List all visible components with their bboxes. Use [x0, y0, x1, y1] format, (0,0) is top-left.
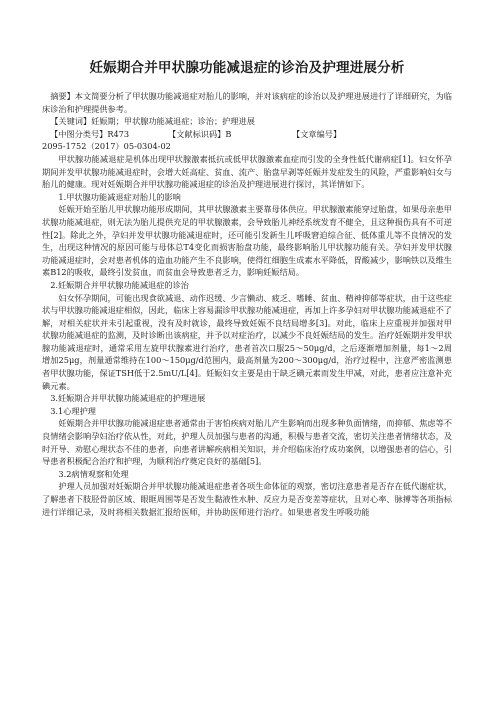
- clc-number: 【中图分类号】R473: [50, 128, 130, 139]
- section-3-heading: 3.妊娠期合并甲状腺功能减退症的护理进展: [50, 393, 206, 404]
- document-code: 【文献标识码】B: [168, 128, 232, 139]
- article-number: 2095-1752（2017）05-0304-02: [42, 141, 171, 152]
- abstract: 摘要】本文简要分析了甲状腺功能减退症对胎儿的影响，并对该病症的诊治以及护理进展进行了详细研究，为临床诊治和护理提供参考。: [42, 91, 452, 114]
- classification-row: [42, 128, 452, 141]
- article-number-label: 【文章编号】: [292, 128, 342, 139]
- section-3-2-paragraph: 护理人员加强对妊娠期合并甲状腺功能减退症患者各项生命体征的观察，密切注意患者是否存在低代谢症状，了解患者下肢胫骨前区域、眼眶周围等是否发生黏液性水肿、反应力是否变差等症状，且对心率、脉搏等各项指标进行详细记录，及时将相关数据汇报给医师，并协助医师进行治疗。如果患者发生呼吸功能: [42, 481, 452, 517]
- section-3-1-paragraph: 妊娠期合并甲状腺功能减退症患者通常由于害怕疾病对胎儿产生影响而出现多种负面情绪，而抑郁、焦虑等不良情绪会影响孕妇治疗依从性，对此，护理人员加强与患者的沟通，积极与患者交流，密切关注患者情绪状态，及时开导、劝慰心理状态不佳的患者，向患者讲解疾病相关知识，并介绍临床治疗成功案例，以增强患者的信心，引导患者积极配合治疗和护理，为顺利治疗奠定良好的基础[5]。: [42, 418, 452, 467]
- intro-paragraph: 甲状腺功能减退症是机体出现甲状腺激素抵抗或低甲状腺激素血症而引发的全身性低代谢病症[1]。妇女怀孕期间并发甲状腺功能减退症时，会增大妊高症、贫血、流产、胎盘早剥等妊娠并发症发生的风险，严重影响妇女与胎儿的健康。现对妊娠期合并甲状腺功能减退症的诊治及护理进展进行探讨，其详情如下。: [42, 153, 452, 190]
- section-3-2-heading: 3.2病情观察和处理: [58, 468, 129, 479]
- article-title: 妊娠期合并甲状腺功能减退症的诊治及护理进展分析: [89, 60, 405, 76]
- keywords: 【关键词】妊娠期；甲状腺功能减退症；诊治；护理进展: [50, 116, 255, 127]
- section-2-heading: 2.妊娠期合并甲状腺功能减退症的诊治: [50, 279, 189, 290]
- section-1-paragraph: 妊娠开始至胎儿甲状腺功能形成期间，其甲状腺激素主要靠母体供应。甲状腺激素能穿过胎盘，如果母亲患甲状腺功能减退症，则无法为胎儿提供充足的甲状腺激素，会导致胎儿神经系统发育不健全，且这种损伤具有不可逆性[2]。除此之外，孕妇并发甲状腺功能减退症时，还可能引发新生儿呼吸窘迫综合征、低体重儿等不良情况的发生，出现这种情况的原因可能与母体总T4变化而损害胎盘功能，最终影响胎儿甲状腺功能有关。孕妇并发甲状腺功能减退症时，会对患者机体的造血功能产生不良影响，使得红细胞生成素水平降低，胃酸减少，影响铁以及维生素B12的吸收，最终引发贫血，而贫血会导致患者乏力，影响妊娠结局。: [42, 204, 452, 278]
- section-1-heading: 1.甲状腺功能减退症对胎儿的影响: [58, 191, 181, 202]
- article-body: [42, 90, 452, 518]
- section-2-paragraph: 妇女怀孕期间，可能出现食欲减退、动作迟缓、少言懒动、疲乏、嗜睡、贫血、精神抑郁等症状，由于这些症状与甲状腺功能减退症相似，因此，临床上容易漏诊甲状腺功能减退症，再加上许多孕妇对甲状腺功能减退症不了解，对相关症状并未引起重视，没有及时就诊，最终导致妊娠不良结局增多[3]。对此，临床上应重视并加强对甲状腺功能减退症的监测，及时诊断出该病症，并予以对症治疗，以减少不良妊娠结局的发生。治疗妊娠期并发甲状腺功能减退症时，通常采用左旋甲状腺素进行治疗，患者首次口服25～50μg/d，之后逐渐增加剂量，每1～2周增加25μg，剂量通常维持在100～150μg/d范围内，最高剂量为200～300μg/d，治疗过程中，注意严密监测患者甲状腺功能，保证TSH低于2.5mU/L[4]。妊娠妇女主要是由于缺乏碘元素而发生甲减，对此，患者应注意补充碘元素。: [42, 292, 452, 391]
- section-3-1-heading: 3.1心理护理: [50, 405, 96, 416]
